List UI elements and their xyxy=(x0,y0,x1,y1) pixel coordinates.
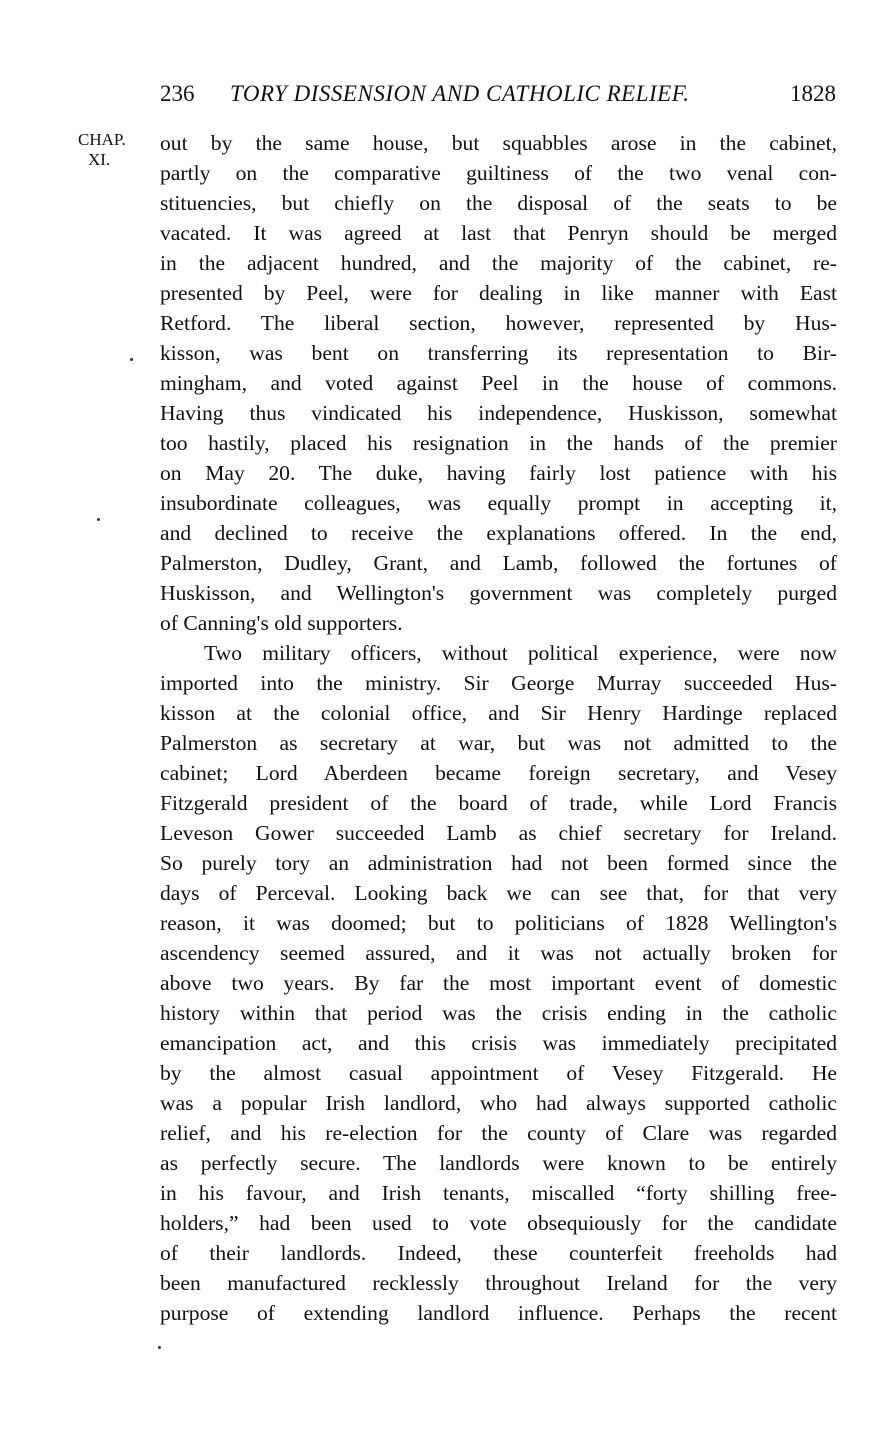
text-line: days of Perceval. Looking back we can see that, for that very xyxy=(160,881,837,905)
text-line: Palmerston, Dudley, Grant, and Lamb, followed the fortunes of xyxy=(160,551,837,575)
text-line: holders,” had been used to vote obsequiously for the candidate xyxy=(160,1211,837,1235)
text-line: presented by Peel, were for dealing in like manner with East xyxy=(160,281,837,305)
text-line: Leveson Gower succeeded Lamb as chief secretary for Ireland. xyxy=(160,821,837,845)
text-line: mingham, and voted against Peel in the house of commons. xyxy=(160,371,837,395)
text-line: and declined to receive the explanations offered. In the end, xyxy=(160,521,837,545)
margin-mark xyxy=(158,1346,161,1349)
text-line: Retford. The liberal section, however, represented by Hus- xyxy=(160,311,837,335)
text-line: history within that period was the crisis ending in the catholic xyxy=(160,1001,837,1025)
margin-mark xyxy=(130,358,133,361)
text-line: above two years. By far the most important event of domestic xyxy=(160,971,837,995)
text-line: in his favour, and Irish tenants, miscalled “forty shilling free- xyxy=(160,1181,837,1205)
text-line: imported into the ministry. Sir George Murray succeeded Hus- xyxy=(160,671,837,695)
text-line: on May 20. The duke, having fairly lost patience with his xyxy=(160,461,837,485)
running-header xyxy=(160,78,836,110)
text-line: reason, it was doomed; but to politicians of 1828 Wellington's xyxy=(160,911,837,935)
text-line: kisson, was bent on transferring its representation to Bir- xyxy=(160,341,837,365)
text-line: ascendency seemed assured, and it was not actually broken for xyxy=(160,941,837,965)
text-line: vacated. It was agreed at last that Penryn should be merged xyxy=(160,221,837,245)
running-title: TORY DISSENSION AND CATHOLIC RELIEF. xyxy=(230,81,690,106)
text-line: Huskisson, and Wellington's government was completely purged xyxy=(160,581,837,605)
chapter-number: XI. xyxy=(88,150,111,169)
text-line: purpose of extending landlord influence. Perhaps the recent xyxy=(160,1301,837,1325)
text-line: kisson at the colonial office, and Sir Henry Hardinge replaced xyxy=(160,701,837,725)
text-line: of Canning's old supporters. xyxy=(160,611,403,635)
text-line: cabinet; Lord Aberdeen became foreign secretary, and Vesey xyxy=(160,761,837,785)
text-line: So purely tory an administration had not been formed since the xyxy=(160,851,837,875)
page-number: 236 xyxy=(160,81,195,106)
text-line: relief, and his re-election for the county of Clare was regarded xyxy=(160,1121,837,1145)
margin-mark xyxy=(97,518,100,521)
text-line: by the almost casual appointment of Vesey Fitzgerald. He xyxy=(160,1061,837,1085)
text-line: Fitzgerald president of the board of trade, while Lord Francis xyxy=(160,791,837,815)
text-line: stituencies, but chiefly on the disposal of the seats to be xyxy=(160,191,837,215)
text-line: emancipation act, and this crisis was immediately precipitated xyxy=(160,1031,837,1055)
body-text xyxy=(160,128,837,1328)
text-line: of their landlords. Indeed, these counterfeit freeholds had xyxy=(160,1241,837,1265)
text-line: partly on the comparative guiltiness of the two venal con- xyxy=(160,161,837,185)
text-line: was a popular Irish landlord, who had always supported catholic xyxy=(160,1091,837,1115)
text-line: been manufactured recklessly throughout Ireland for the very xyxy=(160,1271,837,1295)
text-line: Two military officers, without political experience, were now xyxy=(204,641,837,665)
text-line: insubordinate colleagues, was equally prompt in accepting it, xyxy=(160,491,837,515)
chapter-marginal-label xyxy=(78,130,156,170)
text-line: in the adjacent hundred, and the majority of the cabinet, re- xyxy=(160,251,837,275)
text-line: out by the same house, but squabbles arose in the cabinet, xyxy=(160,131,837,155)
text-line: as perfectly secure. The landlords were known to be entirely xyxy=(160,1151,837,1175)
header-year: 1828 xyxy=(790,81,836,106)
text-line: too hastily, placed his resignation in the hands of the premier xyxy=(160,431,837,455)
chapter-label: CHAP. xyxy=(78,130,126,149)
text-line: Palmerston as secretary at war, but was not admitted to the xyxy=(160,731,837,755)
text-line: Having thus vindicated his independence, Huskisson, somewhat xyxy=(160,401,837,425)
